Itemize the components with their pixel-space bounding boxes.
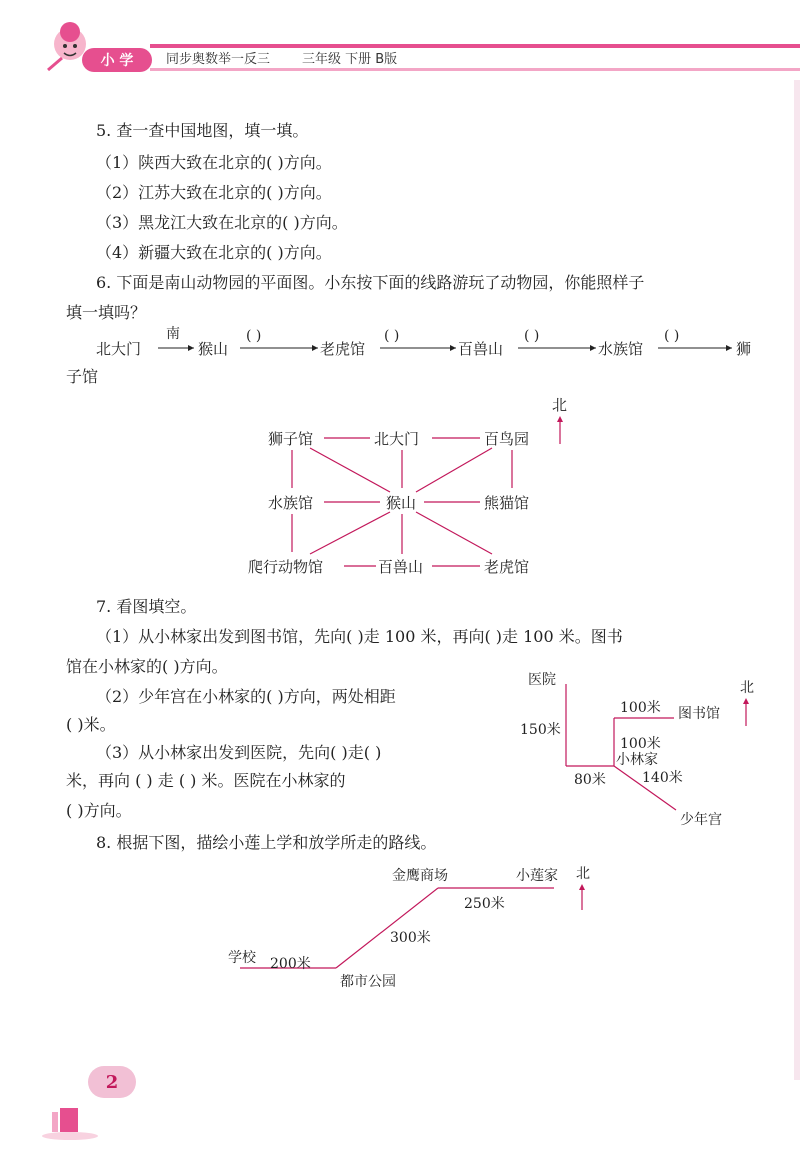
q7-palace: 少年宫 — [680, 812, 722, 828]
zoo-map — [240, 392, 580, 592]
q8-school: 学校 — [228, 950, 256, 966]
zoo-node-panda: 熊猫馆 — [484, 494, 530, 512]
q7-north-label: 北 — [740, 680, 754, 696]
q7-library: 图书馆 — [678, 706, 720, 722]
header-rule-light — [150, 68, 800, 71]
zoo-node-reptile: 爬行动物馆 — [248, 558, 324, 576]
q5-item-2: （2）江苏大致在北京的( )方向。 — [96, 183, 332, 202]
zoo-node-beast: 百兽山 — [378, 558, 424, 576]
zoo-node-tiger: 老虎馆 — [484, 558, 530, 576]
q5-item-3: （3）黑龙江大致在北京的( )方向。 — [96, 213, 348, 232]
footer-deco-icon — [40, 1090, 100, 1140]
page-edge — [794, 80, 800, 1080]
q7-home: 小林家 — [616, 752, 658, 768]
route-stop-5: 狮 — [736, 340, 752, 358]
q7-line-5: （3）从小林家出发到医院，先向( )走( ) — [96, 743, 382, 762]
route-start: 北大门 — [96, 340, 142, 358]
route-blank-1: ( ) — [246, 328, 262, 344]
zoo-node-monkey: 猴山 — [386, 494, 417, 512]
q7-line-1: （1）从小林家出发到图书馆，先向( )走 100 米，再向( )走 100 米。图书 — [96, 627, 623, 646]
q8-mall: 金鹰商场 — [392, 868, 448, 884]
zoo-node-north-gate: 北大门 — [374, 430, 420, 448]
zoo-north-label: 北 — [552, 396, 568, 414]
series-title: 同步奥数举一反三 — [166, 52, 271, 67]
q8-d300: 300米 — [390, 930, 431, 946]
zoo-node-lion: 狮子馆 — [268, 430, 314, 448]
route-stop-2: 老虎馆 — [320, 340, 366, 358]
q5-title: 5. 查一查中国地图，填一填。 — [96, 121, 309, 140]
q7-line-3: （2）少年宫在小林家的( )方向，两处相距 — [96, 687, 396, 706]
north-arrow-icon — [557, 416, 563, 422]
q7-d100-mid: 100米 — [620, 736, 661, 752]
q6-title-line1: 6. 下面是南山动物园的平面图。小东按下面的线路游玩了动物园，你能照样子 — [96, 273, 645, 292]
q6-title-line2: 填一填吗？ — [66, 303, 147, 322]
q7-hospital: 医院 — [528, 672, 556, 688]
level-badge: 小 学 — [82, 48, 152, 72]
q7-d100-top: 100米 — [620, 700, 661, 716]
north-arrow-icon — [743, 698, 749, 704]
grade-title: 三年级 下册 B版 — [302, 52, 398, 67]
route-tail: 子馆 — [66, 367, 99, 386]
zoo-node-aquarium: 水族馆 — [268, 494, 314, 512]
north-arrow-icon — [579, 884, 585, 890]
zoo-node-bird: 百鸟园 — [484, 430, 530, 448]
q7-line-2: 馆在小林家的( )方向。 — [66, 657, 228, 676]
route-blank-4: ( ) — [664, 328, 680, 344]
q5-item-4: （4）新疆大致在北京的( )方向。 — [96, 243, 332, 262]
q7-line-7: ( )方向。 — [66, 801, 132, 820]
q7-d140: 140米 — [642, 770, 683, 786]
route-diagram — [90, 322, 770, 382]
q7-d150: 150米 — [520, 722, 561, 738]
q8-home: 小莲家 — [516, 868, 558, 884]
q8-north-label: 北 — [576, 866, 590, 882]
route-blank-3: ( ) — [524, 328, 540, 344]
q8-park: 都市公园 — [340, 974, 396, 990]
q7-map — [510, 664, 780, 836]
q8-map — [220, 856, 620, 996]
route-stop-3: 百兽山 — [458, 340, 504, 358]
route-stop-4: 水族馆 — [598, 340, 644, 358]
q7-line-4: ( )米。 — [66, 715, 116, 734]
route-blank-2: ( ) — [384, 328, 400, 344]
q8-d250: 250米 — [464, 896, 505, 912]
q8-title: 8. 根据下图，描绘小莲上学和放学所走的路线。 — [96, 833, 437, 852]
route-first-dir: 南 — [166, 326, 180, 342]
q8-d200: 200米 — [270, 956, 311, 972]
q7-line-6: 米，再向 ( ) 走 ( ) 米。医院在小林家的 — [66, 771, 346, 790]
route-stop-1: 猴山 — [198, 340, 229, 358]
q5-item-1: （1）陕西大致在北京的( )方向。 — [96, 153, 332, 172]
page-header — [0, 0, 800, 80]
page-number: 2 — [88, 1066, 136, 1098]
q7-d80: 80米 — [574, 772, 606, 788]
q7-title: 7. 看图填空。 — [96, 597, 197, 616]
